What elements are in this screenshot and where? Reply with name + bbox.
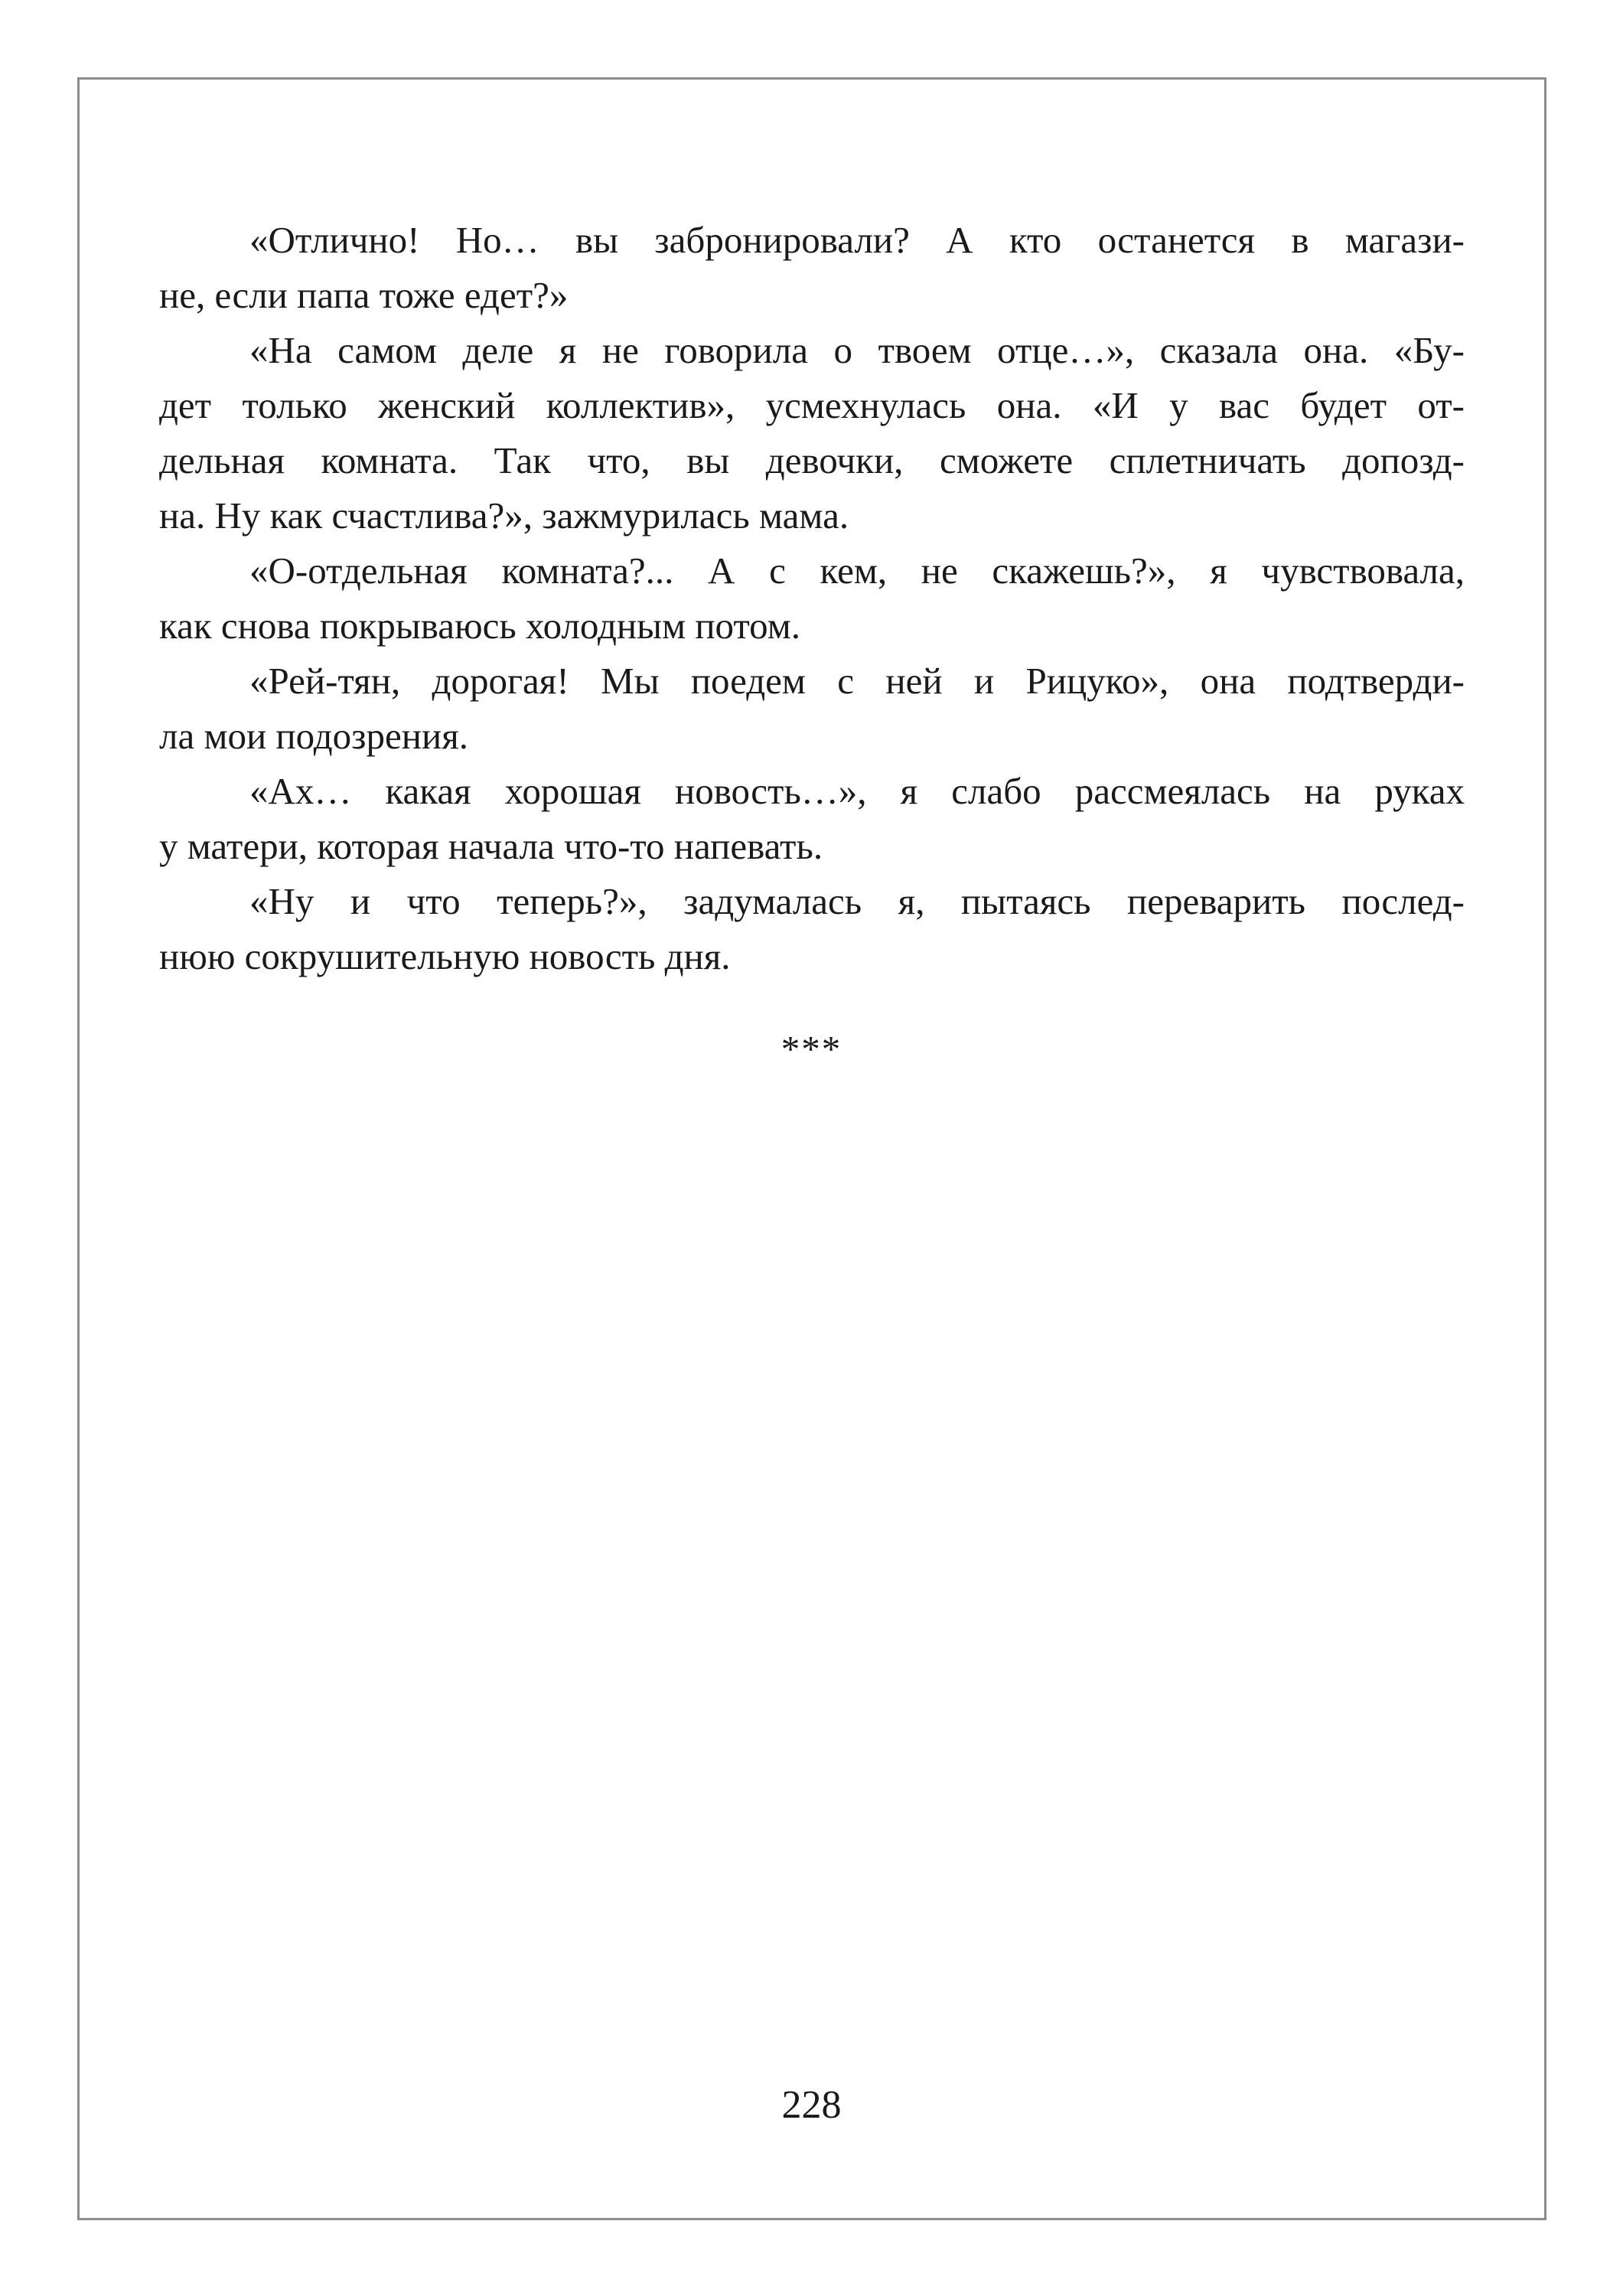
section-separator: *** [781, 1028, 842, 1070]
text-line: ла мои подозрения. [159, 715, 469, 757]
page-number: 228 [781, 2083, 842, 2127]
text-line: дет только женский коллектив», усмехнулась она. «И у вас будет от- [159, 384, 1465, 426]
text-line: нюю сокрушительную новость дня. [159, 935, 731, 977]
paragraph-5 [159, 764, 1465, 874]
paragraph-3 [159, 543, 1465, 654]
text-line: «Отлично! Но… вы забронировали? А кто останется в магази- [249, 219, 1465, 261]
text-line: дельная комната. Так что, вы девочки, сможете сплетничать допозд- [159, 439, 1465, 481]
body-text [159, 213, 1465, 984]
text-line: у матери, которая начала что-то напевать. [159, 825, 823, 867]
text-line: «Ну и что теперь?», задумалась я, пытаясь переварить послед- [249, 880, 1465, 922]
paragraph-6 [159, 874, 1465, 984]
text-line: «Ах… какая хорошая новость…», я слабо рассмеялась на руках [249, 770, 1465, 812]
text-line: «Рей-тян, дорогая! Мы поедем с ней и Рицуко», она подтверди- [249, 660, 1465, 702]
text-line: как снова покрываюсь холодным потом. [159, 605, 801, 647]
text-line: «На самом деле я не говорила о твоем отце…», сказала она. «Бу- [249, 329, 1465, 371]
text-line: на. Ну как счастлива?», зажмурилась мама. [159, 494, 849, 536]
paragraph-4 [159, 654, 1465, 764]
paragraph-1 [159, 213, 1465, 323]
text-line: не, если папа тоже едет?» [159, 274, 569, 316]
paragraph-2 [159, 323, 1465, 543]
text-line: «О-отдельная комната?... А с кем, не скажешь?», я чувствовала, [249, 550, 1465, 592]
